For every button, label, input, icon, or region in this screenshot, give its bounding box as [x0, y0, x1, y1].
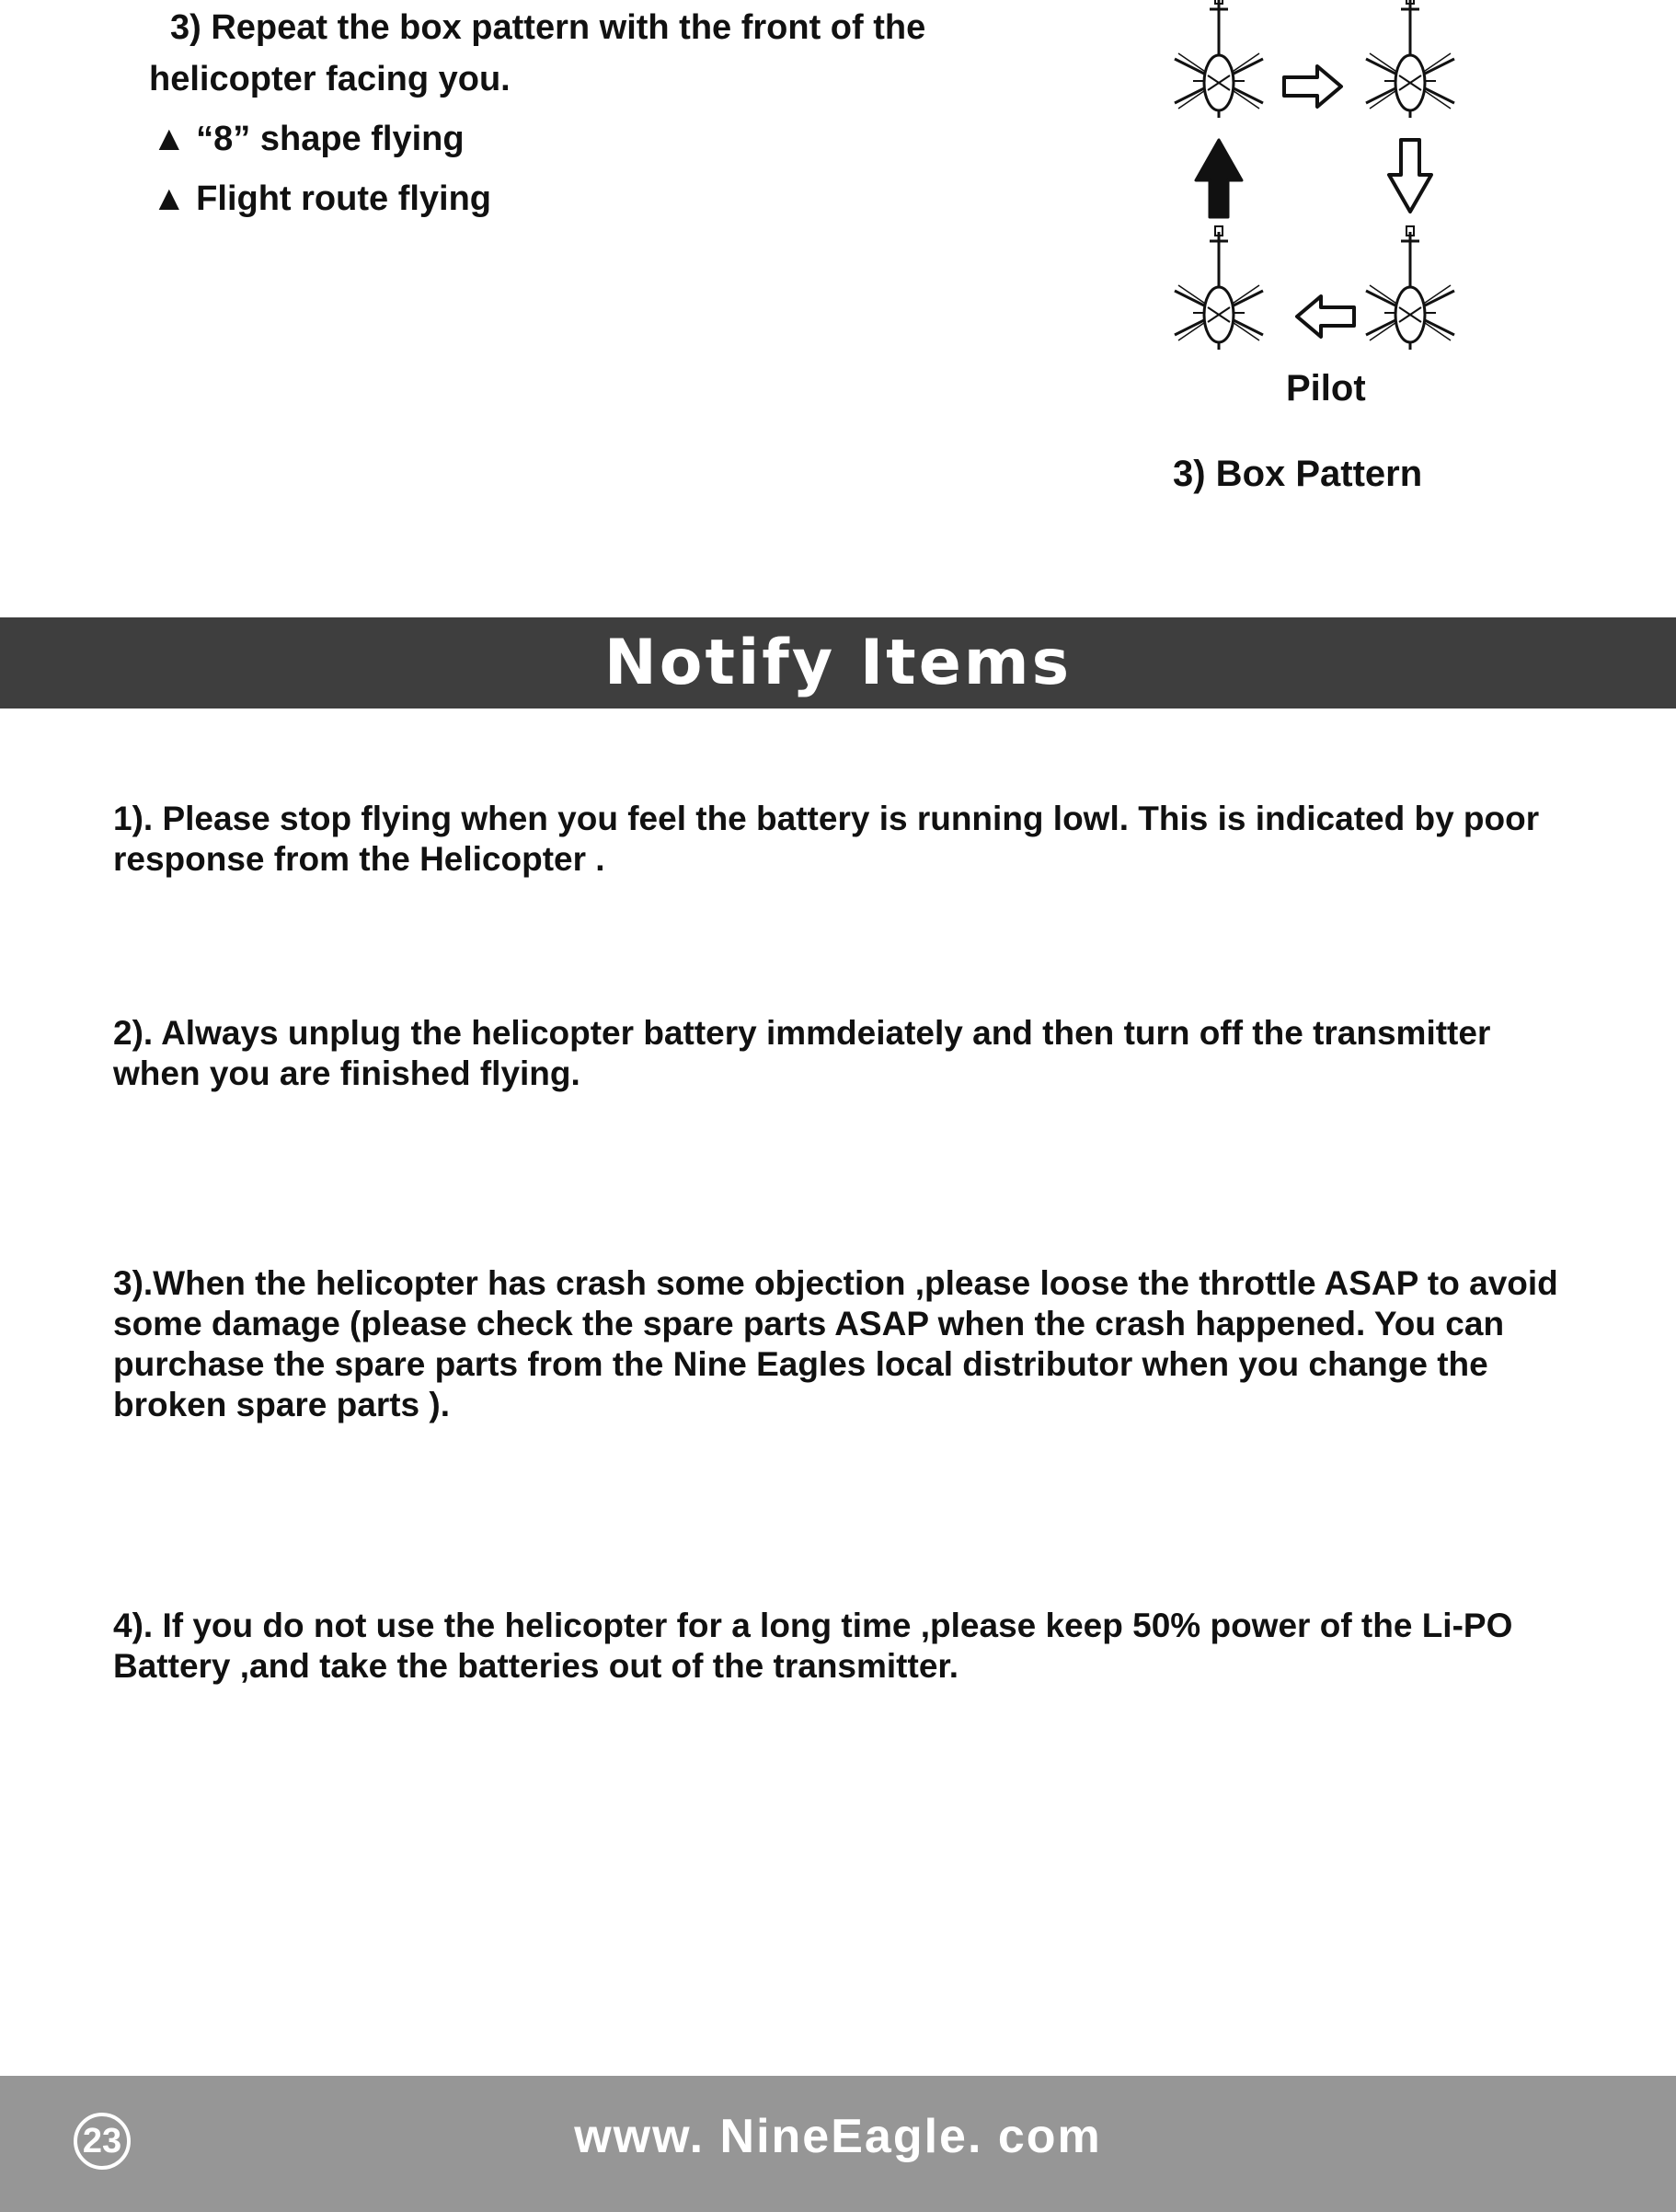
section-title: Notify Items: [603, 627, 1073, 699]
helicopter-top-right-icon: [1366, 0, 1454, 118]
arrow-left-icon: [1297, 296, 1354, 337]
step-3-text: 3) Repeat the box pattern with the front of the: [170, 8, 926, 47]
note-2: 2). Always unplug the helicopter battery immdeiately and then turn off the transmitter when you are finished flying.: [113, 1014, 1491, 1092]
arrow-right-icon: [1284, 66, 1341, 107]
bullet-eight-shape: ▲ “8” shape flying: [152, 120, 465, 158]
arrow-down-icon: [1389, 140, 1431, 212]
helicopter-bottom-right-icon: [1366, 226, 1454, 350]
helicopter-top-left-icon: [1175, 0, 1263, 118]
bullet-flight-route: ▲ Flight route flying: [152, 179, 492, 218]
note-1: 1). Please stop flying when you feel the battery is running lowl. This is indicated by poor response from the Helicopter .: [113, 800, 1540, 878]
note-4: 4). If you do not use the helicopter for a long time ,please keep 50% power of the Li-PO Battery ,and take the batteries out of the transmitter.: [113, 1607, 1513, 1685]
pilot-label: Pilot: [1286, 368, 1366, 409]
step-3-continuation: helicopter facing you.: [149, 60, 511, 98]
section-banner: [0, 617, 1676, 709]
helicopter-bottom-left-icon: [1175, 226, 1263, 350]
note-3: 3).When the helicopter has crash some objection ,please loose the throttle ASAP to avoid some damage (please check the spare parts ASAP when the crash happened. You can purchase the spare parts from the Nine Eagles local distributor when you change the broken spare parts ).: [113, 1264, 1558, 1423]
box-pattern-diagram: [1159, 0, 1481, 368]
page-number-badge: 23: [74, 2113, 131, 2170]
page-footer: [0, 2076, 1676, 2212]
website-url: www. NineEagle. com: [574, 2110, 1102, 2163]
arrow-up-icon: [1196, 140, 1242, 217]
box-pattern-caption: 3) Box Pattern: [1173, 454, 1423, 494]
